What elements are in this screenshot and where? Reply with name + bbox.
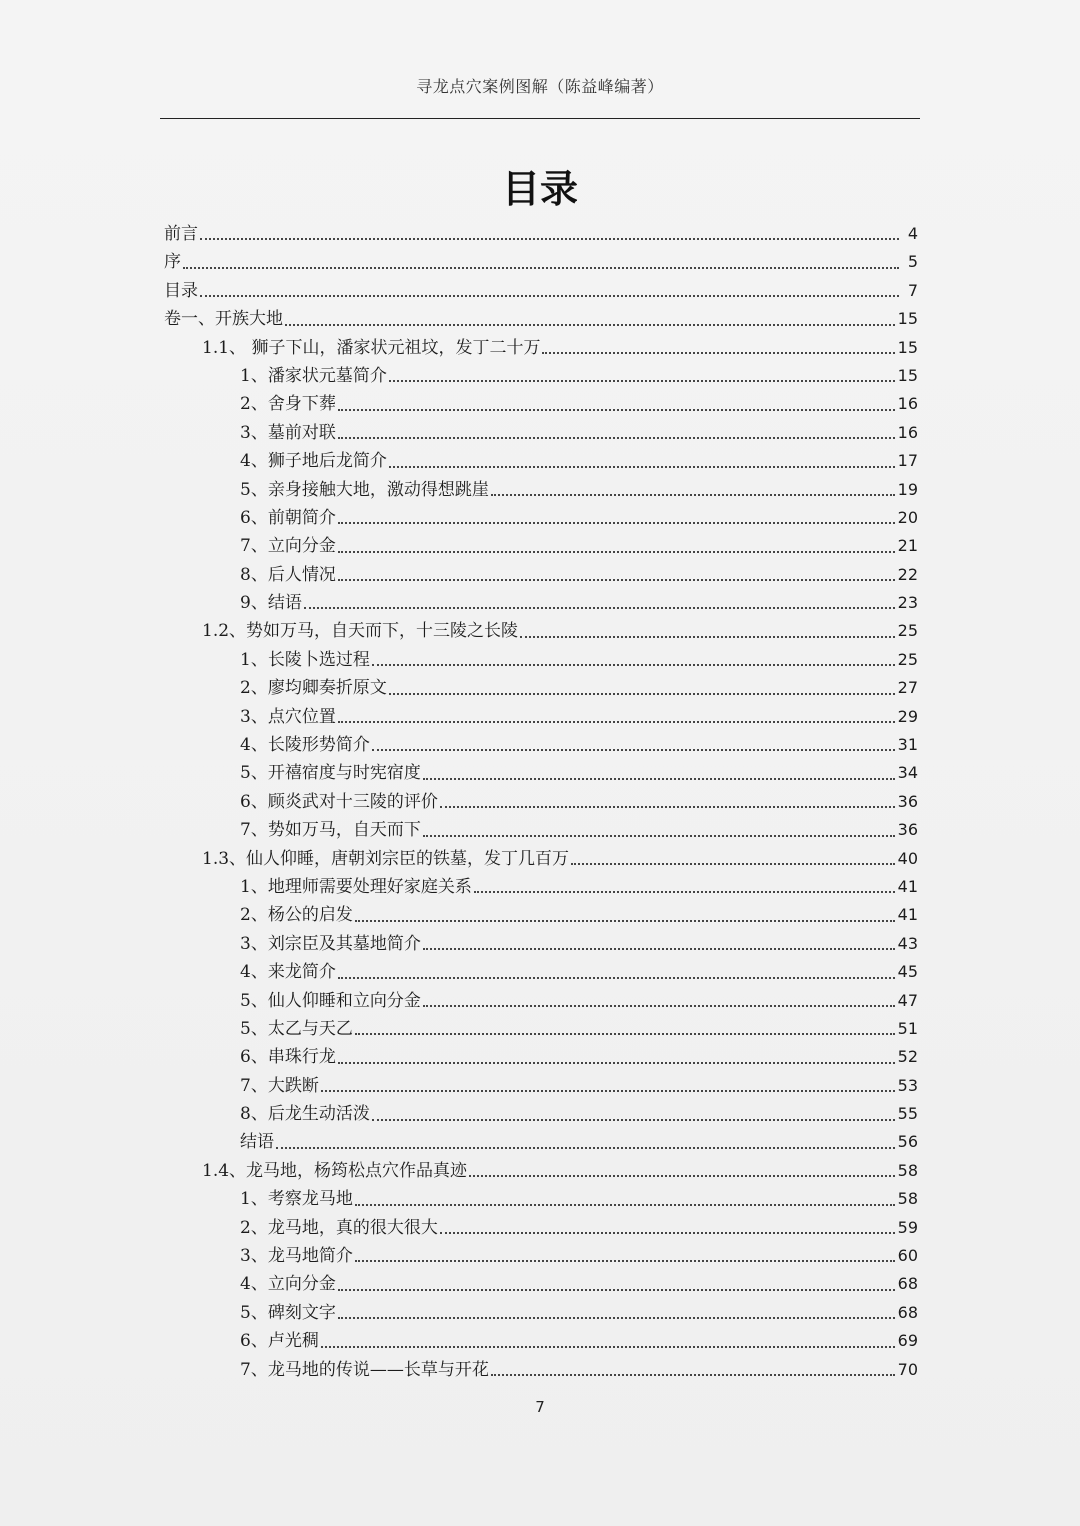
- dot-leader: [338, 407, 895, 411]
- toc-entry-page-number: 25: [897, 649, 918, 669]
- toc-entry-label: 2、舍身下葬: [240, 394, 336, 415]
- dot-leader: [338, 549, 895, 553]
- toc-entry-page-number: 15: [897, 337, 918, 357]
- toc-subsection-entry: [164, 731, 918, 759]
- toc-entry-label: 8、后龙生动活泼: [240, 1104, 370, 1125]
- toc-subsection-entry: [164, 1242, 918, 1270]
- toc-subsection-entry: [164, 504, 918, 532]
- toc-entry-page-number: 70: [897, 1359, 918, 1379]
- toc-subsection-entry: [164, 788, 918, 816]
- toc-entry-label: 1.3、仙人仰睡，唐朝刘宗臣的铁墓，发丁几百万: [202, 848, 570, 869]
- toc-subsection-entry: [164, 1214, 918, 1242]
- toc-entry-label: 5、仙人仰睡和立向分金: [240, 990, 421, 1011]
- toc-entry-label: 7、势如万马，自天而下: [240, 820, 421, 841]
- toc-entry-label: 6、串珠行龙: [240, 1047, 336, 1068]
- toc-entry-page-number: 51: [897, 1018, 918, 1038]
- toc-subsection-entry: [164, 1185, 918, 1213]
- toc-entry-label: 1.1、 狮子下山，潘家状元祖坟，发丁二十万: [202, 337, 541, 358]
- toc-entry-label: 7、龙马地的传说——长草与开花: [240, 1359, 489, 1380]
- toc-entry-label: 3、点穴位置: [240, 706, 336, 727]
- toc-subsection-entry: [164, 930, 918, 958]
- toc-entry-label: 2、廖均卿奏折原文: [240, 678, 387, 699]
- dot-leader: [355, 1031, 895, 1035]
- toc-subsection-entry: [164, 987, 918, 1015]
- dot-leader: [304, 605, 895, 609]
- dot-leader: [542, 350, 894, 354]
- toc-entry-page-number: 55: [897, 1104, 918, 1124]
- toc-section-entry: [164, 1157, 918, 1185]
- toc-subsection-entry: [164, 901, 918, 929]
- toc-entry-label: 2、龙马地，真的很大很大: [240, 1217, 438, 1238]
- dot-leader: [571, 861, 895, 865]
- dot-leader: [338, 435, 895, 439]
- dot-leader: [491, 492, 895, 496]
- dot-leader: [285, 322, 895, 326]
- toc-entry-page-number: 47: [897, 990, 918, 1010]
- toc-entry-label: 前言: [164, 223, 198, 244]
- toc-entry-label: 5、亲身接触大地，激动得想跳崖: [240, 479, 489, 500]
- toc-entry-page-number: 68: [897, 1274, 918, 1294]
- toc-entry-label: 序: [164, 252, 181, 273]
- toc-entry-label: 9、结语: [240, 593, 302, 614]
- toc-entry-label: 2、杨公的启发: [240, 905, 353, 926]
- toc-section-entry: [164, 334, 918, 362]
- dot-leader: [372, 662, 895, 666]
- toc-subsection-entry: [164, 362, 918, 390]
- toc-entry-label: 6、顾炎武对十三陵的评价: [240, 791, 438, 812]
- toc-subsection-entry: [164, 1129, 918, 1157]
- toc-entry-page-number: 68: [897, 1302, 918, 1322]
- toc-entry-page-number: 43: [897, 933, 918, 953]
- toc-entry-label: 7、大跌断: [240, 1075, 319, 1096]
- toc-entry-label: 4、来龙简介: [240, 962, 336, 983]
- toc-section-entry: [164, 845, 918, 873]
- toc-entry-page-number: 53: [897, 1075, 918, 1095]
- toc-subsection-entry: [164, 646, 918, 674]
- toc-subsection-entry: [164, 1072, 918, 1100]
- dot-leader: [372, 747, 895, 751]
- dot-leader: [423, 1003, 895, 1007]
- dot-leader: [474, 889, 895, 893]
- dot-leader: [338, 577, 895, 581]
- dot-leader: [338, 1315, 895, 1319]
- dot-leader: [389, 378, 895, 382]
- dot-leader: [389, 464, 895, 468]
- toc-entry-page-number: 17: [897, 451, 918, 471]
- toc-entry-page-number: 29: [897, 706, 918, 726]
- toc-part-entry: [164, 248, 918, 276]
- dot-leader: [338, 1060, 895, 1064]
- toc-entry-label: 5、开禧宿度与时宪宿度: [240, 763, 421, 784]
- dot-leader: [355, 1202, 895, 1206]
- dot-leader: [440, 1230, 895, 1234]
- toc-entry-label: 目录: [164, 280, 198, 301]
- toc-subsection-entry: [164, 1327, 918, 1355]
- dot-leader: [321, 1344, 895, 1348]
- toc-subsection-entry: [164, 447, 918, 475]
- toc-entry-label: 4、狮子地后龙简介: [240, 451, 387, 472]
- toc-entry-page-number: 21: [897, 536, 918, 556]
- toc-entry-label: 3、墓前对联: [240, 422, 336, 443]
- toc-entry-page-number: 56: [897, 1132, 918, 1152]
- toc-entry-page-number: 59: [897, 1217, 918, 1237]
- running-header: 寻龙点穴案例图解（陈益峰编著）: [416, 77, 664, 96]
- dot-leader: [355, 1258, 895, 1262]
- dot-leader: [338, 1287, 895, 1291]
- toc-entry-page-number: 23: [897, 593, 918, 613]
- toc-entry-label: 6、前朝简介: [240, 507, 336, 528]
- toc-subsection-entry: [164, 1299, 918, 1327]
- dot-leader: [355, 918, 895, 922]
- dot-leader: [338, 975, 895, 979]
- toc-entry-label: 3、龙马地简介: [240, 1246, 353, 1267]
- toc-entry-page-number: 15: [897, 365, 918, 385]
- dot-leader: [372, 1117, 895, 1121]
- toc-entry-page-number: 58: [897, 1189, 918, 1209]
- toc-entry-page-number: 27: [897, 678, 918, 698]
- toc-entry-page-number: 69: [897, 1331, 918, 1351]
- toc-entry-page-number: 60: [897, 1246, 918, 1266]
- dot-leader: [469, 1173, 895, 1177]
- toc-subsection-entry: [164, 958, 918, 986]
- toc-subsection-entry: [164, 390, 918, 418]
- toc-entry-page-number: 31: [897, 735, 918, 755]
- page-number: 7: [535, 1398, 545, 1416]
- toc-entry-page-number: 40: [897, 848, 918, 868]
- dot-leader: [200, 236, 899, 240]
- dot-leader: [321, 1088, 895, 1092]
- toc-entry-label: 5、碑刻文字: [240, 1302, 336, 1323]
- toc-entry-label: 1、长陵卜选过程: [240, 649, 370, 670]
- toc-entry-page-number: 16: [897, 394, 918, 414]
- dot-leader: [183, 265, 899, 269]
- toc-entry-page-number: 19: [897, 479, 918, 499]
- toc-entry-label: 1、潘家状元墓简介: [240, 365, 387, 386]
- toc-entry-page-number: 22: [897, 564, 918, 584]
- toc-part-entry: [164, 277, 918, 305]
- toc-subsection-entry: [164, 674, 918, 702]
- toc-entry-label: 4、立向分金: [240, 1274, 336, 1295]
- toc-entry-label: 8、后人情况: [240, 564, 336, 585]
- toc-subsection-entry: [164, 1100, 918, 1128]
- toc-entry-page-number: 16: [897, 422, 918, 442]
- toc-entry-label: 4、长陵形势简介: [240, 735, 370, 756]
- toc-entry-label: 1、地理师需要处理好家庭关系: [240, 876, 472, 897]
- toc-subsection-entry: [164, 759, 918, 787]
- toc-subsection-entry: [164, 873, 918, 901]
- toc-entry-page-number: 52: [897, 1047, 918, 1067]
- toc-entry-page-number: 36: [897, 820, 918, 840]
- toc-entry-label: 7、立向分金: [240, 536, 336, 557]
- dot-leader: [338, 719, 895, 723]
- dot-leader: [491, 1372, 895, 1376]
- dot-leader: [440, 804, 895, 808]
- toc-part-entry: [164, 305, 918, 333]
- toc-entry-label: 1.4、龙马地，杨筠松点穴作品真迹: [202, 1160, 468, 1181]
- toc-entry-label: 3、刘宗臣及其墓地简介: [240, 933, 421, 954]
- toc-entry-page-number: 20: [897, 507, 918, 527]
- toc-entry-label: 结语: [240, 1132, 274, 1153]
- toc-entry-page-number: 4: [907, 223, 918, 243]
- toc-entry-label: 1.2、势如万马，自天而下，十三陵之长陵: [202, 621, 519, 642]
- toc-entry-page-number: 45: [897, 962, 918, 982]
- toc-entry-label: 卷一、开族大地: [164, 309, 283, 330]
- toc-entry-page-number: 41: [897, 905, 918, 925]
- toc-entry-page-number: 7: [907, 280, 918, 300]
- dot-leader: [389, 691, 895, 695]
- toc-subsection-entry: [164, 532, 918, 560]
- dot-leader: [200, 293, 899, 297]
- toc-entry-page-number: 15: [897, 309, 918, 329]
- dot-leader: [423, 833, 895, 837]
- toc-part-entry: [164, 220, 918, 248]
- toc-subsection-entry: [164, 1270, 918, 1298]
- toc-entry-page-number: 34: [897, 763, 918, 783]
- toc-entry-label: 1、考察龙马地: [240, 1189, 353, 1210]
- toc-subsection-entry: [164, 1015, 918, 1043]
- toc-entry-page-number: 25: [897, 621, 918, 641]
- dot-leader: [520, 634, 895, 638]
- toc-subsection-entry: [164, 419, 918, 447]
- toc-subsection-entry: [164, 1043, 918, 1071]
- toc-subsection-entry: [164, 589, 918, 617]
- dot-leader: [338, 520, 895, 524]
- toc-subsection-entry: [164, 476, 918, 504]
- toc-subsection-entry: [164, 561, 918, 589]
- dot-leader: [423, 946, 895, 950]
- toc-subsection-entry: [164, 816, 918, 844]
- toc-entry-label: 6、卢光稠: [240, 1331, 319, 1352]
- toc-entry-page-number: 36: [897, 791, 918, 811]
- toc-subsection-entry: [164, 1356, 918, 1384]
- toc-entry-page-number: 5: [907, 252, 918, 272]
- toc-entry-label: 5、太乙与天乙: [240, 1018, 353, 1039]
- toc-section-entry: [164, 617, 918, 645]
- toc-entry-page-number: 41: [897, 876, 918, 896]
- header-rule: [160, 118, 920, 119]
- toc-entry-page-number: 58: [897, 1160, 918, 1180]
- dot-leader: [423, 776, 895, 780]
- dot-leader: [276, 1145, 895, 1149]
- table-of-contents: [164, 220, 918, 1384]
- toc-subsection-entry: [164, 703, 918, 731]
- toc-title: 目录: [501, 167, 578, 211]
